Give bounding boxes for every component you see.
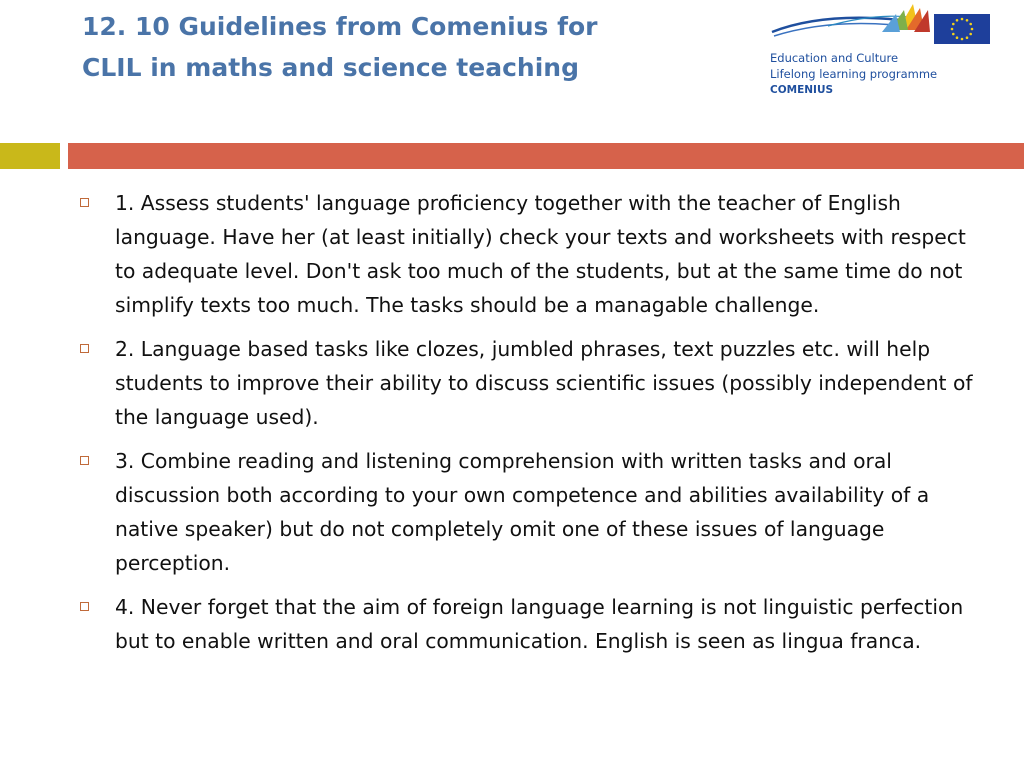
slide-title <box>82 6 722 88</box>
accent-bar-left <box>0 143 60 169</box>
list-item <box>80 332 985 434</box>
title-line-2: CLIL in maths and science teaching <box>82 53 579 82</box>
list-item <box>80 444 985 580</box>
accent-bar-main <box>68 143 1024 169</box>
guidelines-list <box>80 186 985 668</box>
logo-caption <box>770 50 937 98</box>
list-item-text: 4. Never forget that the aim of foreign language learning is not linguistic perfection but to enable written and oral communication. English is seen as lingua franca. <box>115 595 964 653</box>
square-bullet-icon <box>80 344 89 353</box>
square-bullet-icon <box>80 602 89 611</box>
square-bullet-icon <box>80 198 89 207</box>
logo-line-1: Education and Culture <box>770 51 899 65</box>
logo-line-3: COMENIUS <box>770 84 834 96</box>
logo-line-2: Lifelong learning programme <box>770 67 938 81</box>
list-item <box>80 186 985 322</box>
list-item-text: 2. Language based tasks like clozes, jumbled phrases, text puzzles etc. will help students to improve their ability to discuss scientific issues (possibly independent of the language used). <box>115 337 973 429</box>
list-item-text: 3. Combine reading and listening comprehension with written tasks and oral discussion both according to your own competence and abilities availability of a native speaker) but do not completely omit one of these issues of language perception. <box>115 449 930 575</box>
square-bullet-icon <box>80 456 89 465</box>
list-item <box>80 590 985 658</box>
title-line-1: 12. 10 Guidelines from Comenius for <box>82 12 598 41</box>
eu-flag-icon <box>934 14 990 44</box>
list-item-text: 1. Assess students' language proficiency together with the teacher of English language. Have her (at least initially) check your texts and worksheets with respect to adequate level. Don't ask too much of the students, but at the same time do not simplify texts too much. The tasks should be a managable challenge. <box>115 191 966 317</box>
